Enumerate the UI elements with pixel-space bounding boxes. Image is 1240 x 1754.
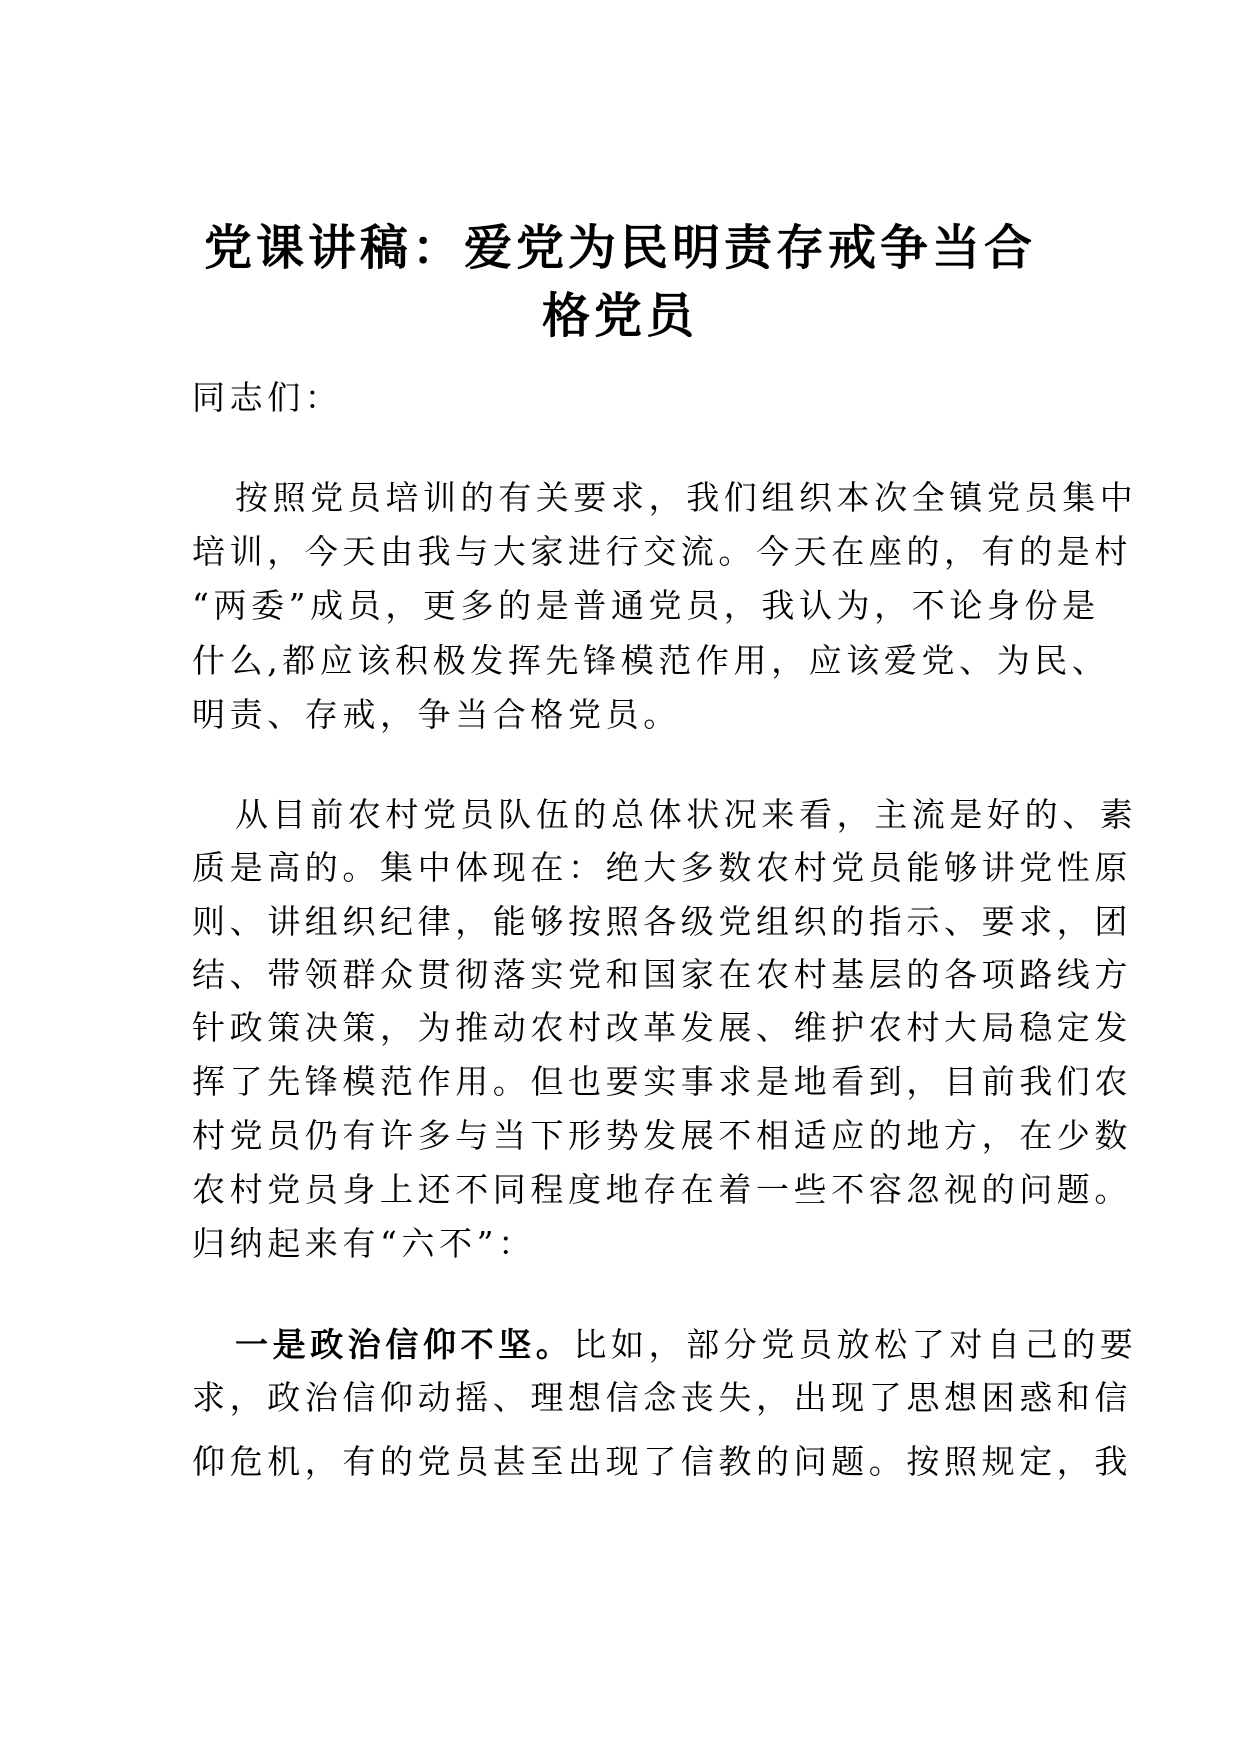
- document-title-line-1: 党课讲稿：爱党为民明责存戒争当合: [203, 220, 1036, 276]
- paragraph-3-line-2: 求，政治信仰动摇、理想信念丧失，出现了思想困惑和信: [192, 1378, 1132, 1417]
- paragraph-1-line-3: “两委”成员，更多的是普通党员，我认为，不论身份是: [192, 586, 1100, 625]
- salutation: 同志们：: [192, 378, 343, 417]
- paragraph-2-line-2: 质是高的。集中体现在：绝大多数农村党员能够讲党性原: [192, 848, 1132, 887]
- paragraph-2-line-3: 则、讲组织纪律，能够按照各级党组织的指示、要求，团: [192, 902, 1132, 941]
- paragraph-2-line-5: 针政策决策，为推动农村改革发展、维护农村大局稳定发: [192, 1008, 1132, 1047]
- paragraph-3-line-3: 仰危机，有的党员甚至出现了信教的问题。按照规定，我: [192, 1442, 1132, 1481]
- paragraph-1-line-1: 按照党员培训的有关要求，我们组织本次全镇党员集中: [235, 478, 1138, 517]
- paragraph-2-line-9: 归纳起来有“六不”：: [192, 1224, 536, 1263]
- paragraph-2-line-6: 挥了先锋模范作用。但也要实事求是地看到，目前我们农: [192, 1062, 1132, 1101]
- paragraph-2-line-7: 村党员仍有许多与当下形势发展不相适应的地方，在少数: [192, 1116, 1132, 1155]
- paragraph-1-line-4: 什么,都应该积极发挥先锋模范作用，应该爱党、为民、: [192, 641, 1110, 680]
- paragraph-2-line-4: 结、带领群众贯彻落实党和国家在农村基层的各项路线方: [192, 955, 1132, 994]
- paragraph-2-line-8: 农村党员身上还不同程度地存在着一些不容忽视的问题。: [192, 1170, 1132, 1209]
- document-title-line-2: 格党员: [541, 288, 698, 344]
- paragraph-1-line-2: 培训，今天由我与大家进行交流。今天在座的，有的是村: [192, 532, 1132, 571]
- paragraph-2-line-1: 从目前农村党员队伍的总体状况来看，主流是好的、素: [235, 795, 1138, 834]
- paragraph-1-line-5: 明责、存戒，争当合格党员。: [192, 695, 681, 734]
- paragraph-3-heading: 一是政治信仰不坚。: [235, 1325, 574, 1364]
- paragraph-3-line-1: [235, 1323, 1137, 1367]
- paragraph-3-line-1-text: 比如，部分党员放松了对自己的要: [573, 1325, 1138, 1364]
